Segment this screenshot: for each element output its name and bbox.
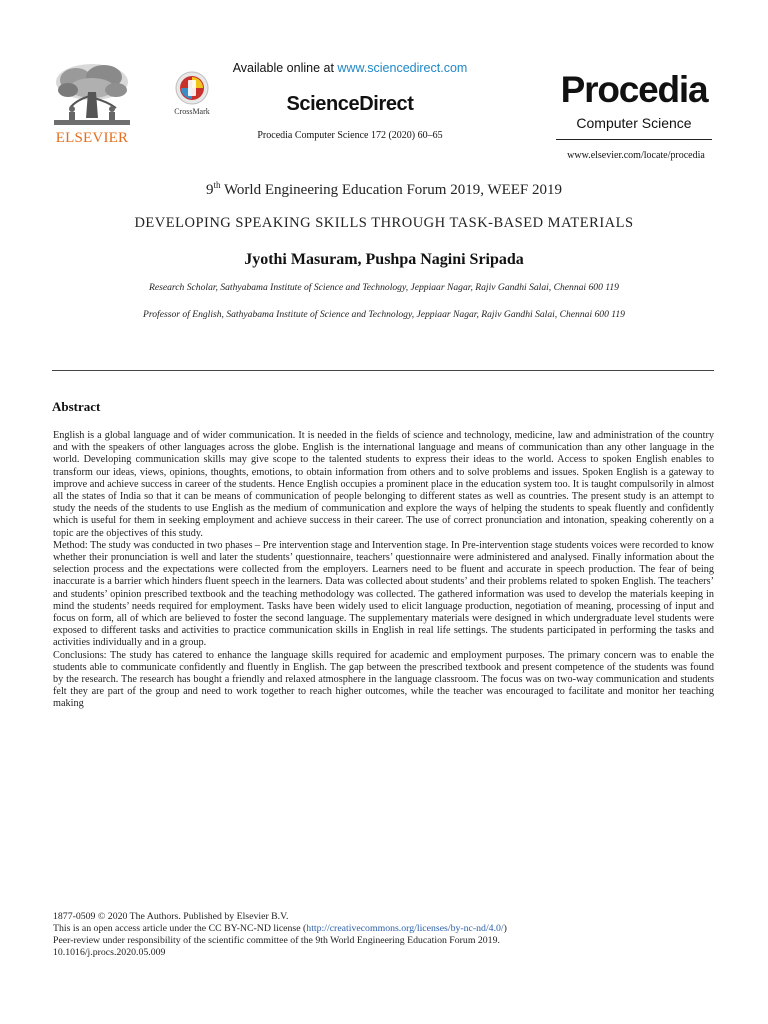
- elsevier-logo[interactable]: [46, 62, 138, 152]
- available-online: [220, 61, 480, 75]
- authors: Jyothi Masuram, Pushpa Nagini Sripada: [244, 251, 524, 268]
- sciencedirect-title: ScienceDirect: [286, 93, 414, 115]
- crossmark-label: CrossMark: [174, 107, 210, 116]
- procedia-brand: Procedia: [560, 69, 708, 110]
- license-suffix: ): [503, 923, 507, 934]
- procedia-logo[interactable]: [556, 70, 712, 140]
- elsevier-tree-icon: [46, 62, 138, 128]
- affiliation-1: Research Scholar, Sathyabama Institute of Science and Technology, Jeppiaar Nagar, Rajiv Gandhi Salai, Chennai 600 119: [149, 282, 619, 293]
- conference-name: [0, 180, 768, 199]
- journal-homepage-link[interactable]: www.elsevier.com/locate/procedia: [567, 150, 705, 161]
- header-divider: [52, 370, 714, 371]
- issn-line: 1877-0509 © 2020 The Authors. Published by Elsevier B.V.: [53, 911, 289, 922]
- procedia-subject: Computer Science: [576, 115, 692, 131]
- peer-review-line: Peer-review under responsibility of the scientific committee of the 9th World Engineering Education Forum 2019.: [53, 935, 500, 946]
- abstract-paragraph-conclusions: Conclusions: The study has catered to enhance the language skills required for academic and employment purposes. The primary concern was to enable the students able to communicate confidently and fluently in English. The gap between the prescribed textbook and present competence of the students was found by the research. The research has bought a friendly and relaxed atmosphere in the language classroom. The focus was on two-way communication and students felt they are part of the group and need to work together to reach higher outcomes, while the teacher was encouraged to facilitate and monitor her teaching making: [53, 649, 714, 710]
- license-line: [53, 923, 693, 935]
- elsevier-wordmark: ELSEVIER: [55, 130, 129, 146]
- paper-title: DEVELOPING SPEAKING SKILLS THROUGH TASK-BASED MATERIALS: [134, 215, 634, 231]
- sciencedirect-link[interactable]: www.sciencedirect.com: [337, 61, 468, 75]
- footer: [53, 911, 693, 959]
- affiliation-2: Professor of English, Sathyabama Institute of Science and Technology, Jeppiaar Nagar, Rajiv Gandhi Salai, Chennai 600 119: [143, 309, 625, 320]
- abstract-body: [53, 430, 714, 711]
- abstract-paragraph-intro: English is a global language and of wider communication. It is needed in the fields of science and technology, medicine, law and administration of the country and with the speakers of other languages across the globe. English is the international language and means of communication than any other language in the world. Developing communication skills may give scope to the talented students to express their ideas to the world. Access to spoken English enables to transform our ideas, views, opinions, thoughts, emotions, to obtain information from others and to solve problems and issues. Spoken English is a gateway to improve and achieve success in career of the students. Hence English occupies a prominent place in the education system too. It is taught compulsorily in almost all the states of India so that it can be means of communication of people belonging to different states as well as countries. The present study is an attempt to study the needs of the students to use English as the medium of communication and explore the ways of helping the students to speak fluently and confidently which is useful for them in seeking employment and achieve success in their career. The use of correct pronunciation and intonation, speaking coherently on a topic are the objectives of this study.: [53, 430, 714, 539]
- conference-rest: World Engineering Education Forum 2019, WEEF 2019: [220, 182, 563, 198]
- available-prefix: Available online at: [232, 61, 338, 75]
- license-link[interactable]: http://creativecommons.org/licenses/by-nc-nd/4.0/: [306, 923, 504, 934]
- abstract-paragraph-method: Method: The study was conducted in two phases – Pre intervention stage and Intervention stage. In Pre-intervention stage students voices were recorded to know whether their pronunciation is well and later the students’ questionnaire, teachers’ questionnaire were administered and analysed. Finally information about the selection process and the expectations were collected from the employers. Learners need to be fluent and accurate in speech production. The fear of being inaccurate is a barrier which hinders fluent speech in the learners. Data was collected about students’ and their problems related to spoken English. The teachers’ and students’ opinion prescribed textbook and the teaching methodology was collected. The gathered information was used to develop the materials keeping in mind the students’ needs required for employment. Tasks have been widely used to elicit language production, negotiation of meaning, processing of input and focus on form, all of which are believed to foster the second language. The supplementary materials were designed in which undergraduate level students were exposed to different tasks and activities to practice communication skills in English in real life settings. The students participated in performing the tasks and activities individually and in a group.: [53, 539, 714, 649]
- conference-ordinal-suffix: th: [213, 180, 221, 190]
- conference-ordinal-number: 9: [205, 182, 214, 198]
- abstract-heading: Abstract: [52, 399, 101, 414]
- journal-citation: Procedia Computer Science 172 (2020) 60–65: [257, 130, 443, 141]
- doi-line[interactable]: 10.1016/j.procs.2020.05.009: [53, 947, 166, 958]
- license-prefix: This is an open access article under the CC BY-NC-ND license (: [53, 923, 307, 934]
